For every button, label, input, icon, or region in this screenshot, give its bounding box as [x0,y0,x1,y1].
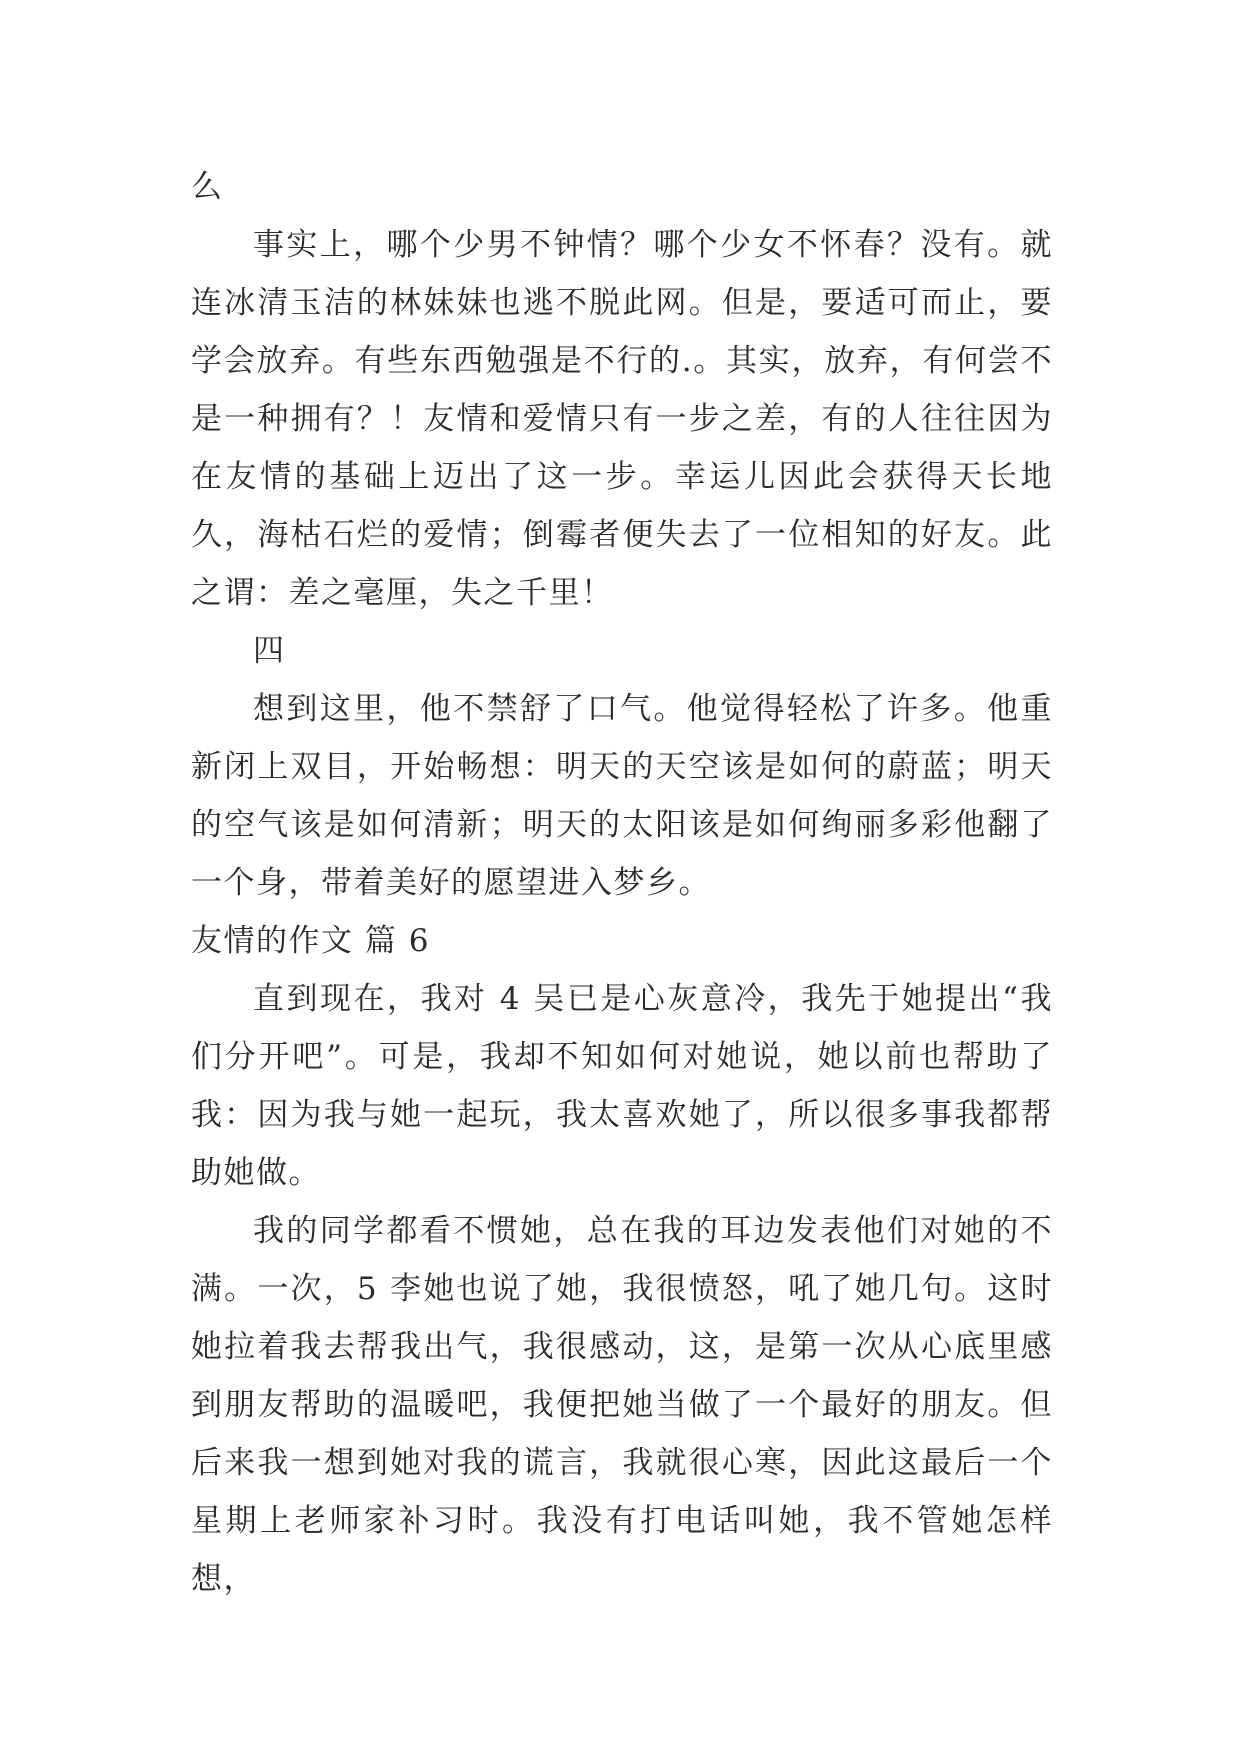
section-title: 友情的作文 篇 6 [191,923,430,959]
paragraph: 事实上，哪个少男不钟情？哪个少女不怀春？没有。就连冰清玉洁的林妹妹也逃不脱此网。但是，要适可而止，要学会放弃。有些东西勉强是不行的.。其实，放弃，有何尝不是一种拥有？！友情和爱情只有一步之差，有的人往往因为在友情的基础上迈出了这一步。幸运儿因此会获得天长地久，海枯石烂的爱情；倒霉者便失去了一位相知的好友。此之谓：差之毫厘，失之千里！ [191,227,1053,611]
document-body [191,158,1053,1608]
paragraph: 想到这里，他不禁舒了口气。他觉得轻松了许多。他重新闭上双目，开始畅想：明天的天空该是如何的蔚蓝；明天的空气该是如何清新；明天的太阳该是如何绚丽多彩他翻了一个身，带着美好的愿望进入梦乡。 [191,691,1053,901]
paragraph: 直到现在，我对 4 吴已是心灰意冷，我先于她提出“我们分开吧”。可是，我却不知如何对她说，她以前也帮助了我：因为我与她一起玩，我太喜欢她了，所以很多事我都帮助她做。 [191,981,1053,1191]
paragraph-fragment: 么 [191,169,224,205]
section-number: 四 [253,633,286,669]
paragraph: 我的同学都看不惯她，总在我的耳边发表他们对她的不满。一次，5 李她也说了她，我很愤怒，吼了她几句。这时她拉着我去帮我出气，我很感动，这，是第一次从心底里感到朋友帮助的温暖吧，我便把她当做了一个最好的朋友。但后来我一想到她对我的谎言，我就很心寒，因此这最后一个星期上老师家补习时。我没有打电话叫她，我不管她怎样想， [191,1213,1053,1597]
